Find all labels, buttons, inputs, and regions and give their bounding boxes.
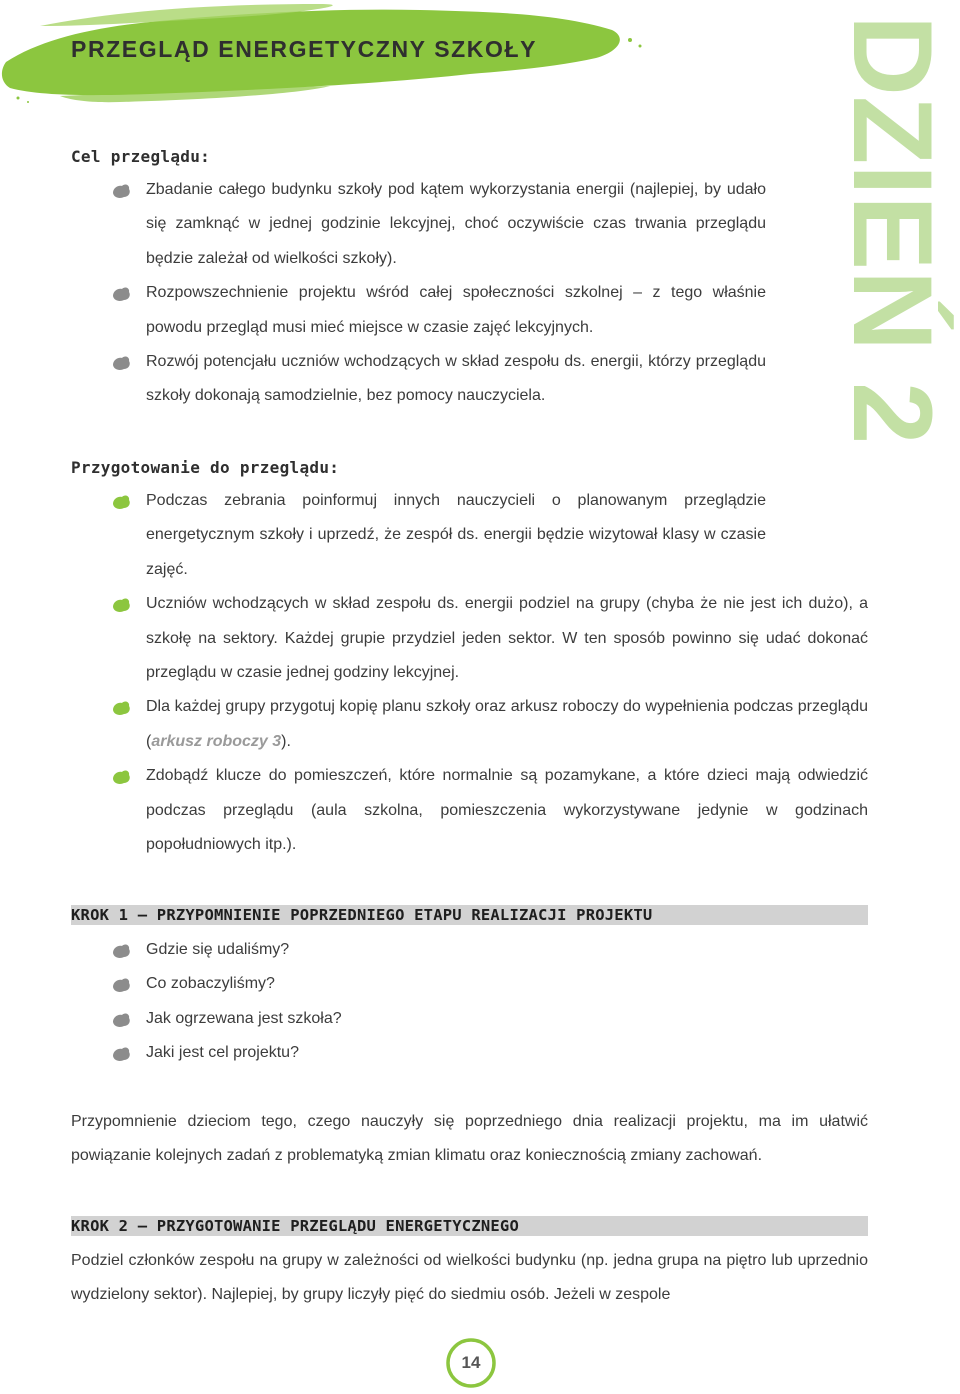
green-drop-bullet-icon [111, 700, 131, 716]
list-item-text-start: Dla każdej grupy przygotuj kopię planu szkoły oraz arkusz roboczy do wypełnienia podczas przeglądu ( [146, 698, 868, 750]
list-item [0, 587, 868, 690]
question-text: Jak ogrzewana jest szkoła? [146, 1009, 342, 1027]
question-text: Gdzie się udaliśmy? [146, 941, 290, 958]
list-item [0, 967, 868, 1001]
green-drop-bullet-icon [111, 494, 131, 510]
przygotowanie-list [0, 484, 868, 862]
page-number-badge [445, 1337, 497, 1389]
krok2-paragraph: Podziel członków zespołu na grupy w zależności od wielkości budynku (np. jedna grupa na piętro lub uprzednio wydzielony sektor). Najlepiej, by grupy liczyły pięć do siedmiu osób. Jeżeli w zespole [71, 1252, 868, 1304]
page-number: 14 [461, 1353, 481, 1372]
list-item [0, 276, 766, 345]
gray-drop-bullet-icon [111, 183, 131, 199]
gray-drop-bullet-icon [111, 1046, 131, 1062]
list-item-text: Podczas zebrania poinformuj innych nauczycieli o planowanym przeglądzie energetycznym szkoły i uprzedź, że zespół ds. energii będzie wizytował klasy w czasie zajęć. [146, 492, 766, 578]
krok1-question-list [0, 933, 868, 1071]
cel-list [0, 173, 766, 414]
question-text: Jaki jest cel projektu? [146, 1044, 299, 1062]
list-item [0, 1036, 868, 1070]
green-drop-bullet-icon [111, 597, 131, 613]
worksheet-reference: arkusz roboczy 3 [151, 732, 282, 750]
list-item [0, 1002, 868, 1036]
list-item-text: Rozpowszechnienie projektu wśród całej społeczności szkolnej – z tego właśnie powodu przegląd musi mieć miejsce w czasie zajęć lekcyjnych. [146, 284, 766, 336]
green-drop-bullet-icon [111, 769, 131, 785]
przygotowanie-section-title: Przygotowanie do przeglądu: [71, 458, 340, 477]
cel-section-title: Cel przeglądu: [71, 147, 211, 166]
page-title: PRZEGLĄD ENERGETYCZNY SZKOŁY [71, 36, 538, 62]
krok1-paragraph: Przypomnienie dzieciom tego, czego nauczyły się poprzedniego dnia realizacji projektu, ma im ułatwić powiązanie kolejnych zadań z problematyką zmian klimatu oraz koniecznością zmiany zachowań. [71, 1113, 868, 1165]
gray-drop-bullet-icon [111, 286, 131, 302]
list-item [0, 933, 868, 967]
list-item [0, 690, 868, 759]
gray-drop-bullet-icon [111, 977, 131, 993]
list-item-text [146, 690, 868, 759]
question-text: Co zobaczyliśmy? [146, 975, 275, 993]
gray-drop-bullet-icon [111, 1012, 131, 1028]
gray-drop-bullet-icon [111, 943, 131, 959]
list-item-text: Zdobądź klucze do pomieszczeń, które normalnie są pozamykane, a które dzieci mają odwiedzić podczas przeglądu (aula szkolna, pomieszczenia wykorzystywane jedynie w godzinach popołudniowych itp.). [146, 767, 868, 854]
day-label: DZIEŃ 2 [830, 15, 955, 445]
krok1-title: KROK 1 – PRZYPOMNIENIE POPRZEDNIEGO ETAPU REALIZACJI PROJEKTU [71, 906, 653, 924]
list-item [0, 484, 868, 587]
krok2-title: KROK 2 – PRZYGOTOWANIE PRZEGLĄDU ENERGETYCZNEGO [71, 1217, 519, 1235]
list-item-text-end: ). [281, 732, 291, 750]
list-item [0, 173, 766, 276]
gray-drop-bullet-icon [111, 355, 131, 371]
list-item [0, 345, 766, 414]
list-item [0, 759, 868, 862]
list-item-text: Rozwój potencjału uczniów wchodzących w skład zespołu ds. energii, którzy przeglądu szkoły dokonają samodzielnie, bez pomocy nauczyciela. [146, 353, 766, 405]
list-item-text: Zbadanie całego budynku szkoły pod kątem wykorzystania energii (najlepiej, by udało się zamknąć w jednej godzinie lekcyjnej, choć oczywiście czas trwania przeglądu będzie zależał od wielkości szkoły). [146, 181, 766, 267]
list-item-text: Uczniów wchodzących w skład zespołu ds. energii podziel na grupy (chyba że nie jest ich dużo), a szkołę na sektory. Każdej grupie przydziel jeden sektor. W ten sposób powinno się udać dokonać przeglądu w czasie jednej godziny lekcyjnej. [146, 595, 868, 682]
